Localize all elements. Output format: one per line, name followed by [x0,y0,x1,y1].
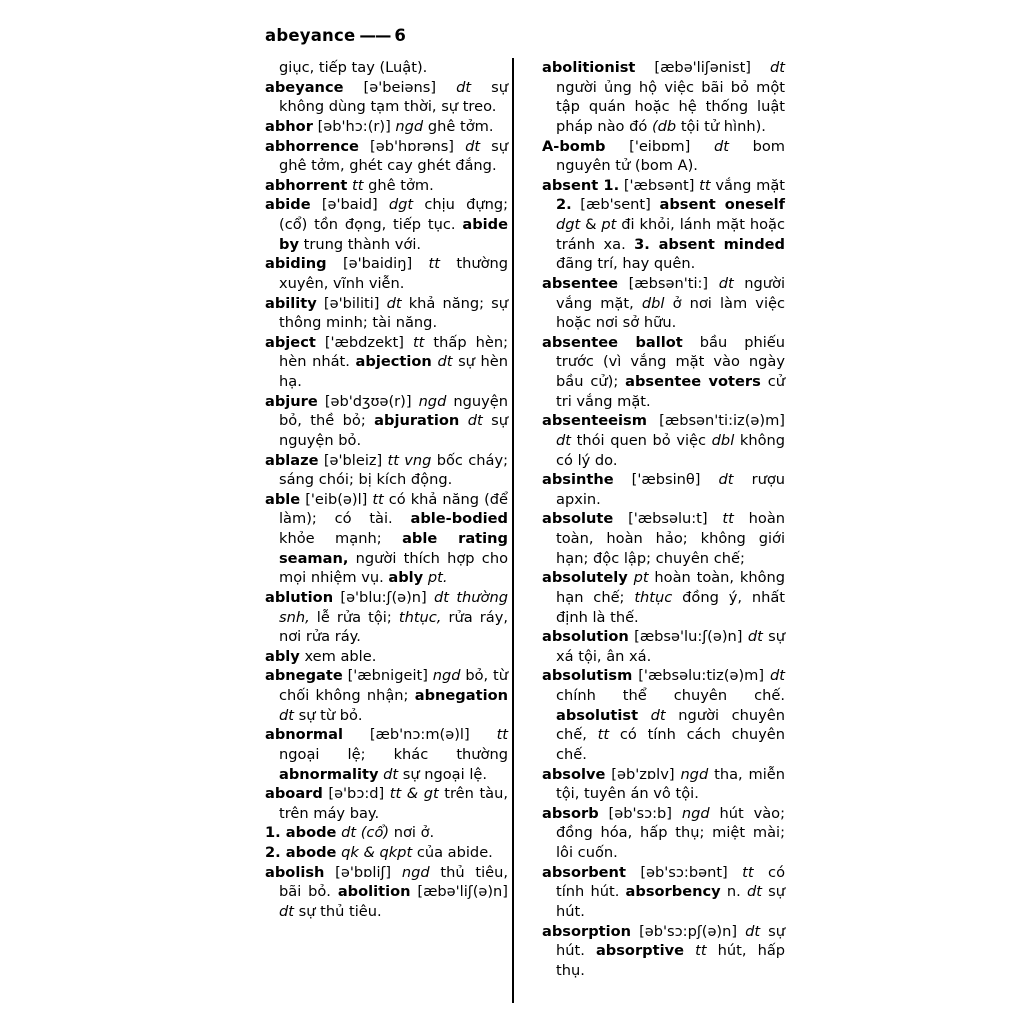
dictionary-entry [265,588,508,647]
entry-definition: có khả năng (để làm); có tài. able-bodied khỏe mạnh; able rating seaman, người thích hợp cho mọi nhiệm vụ. ably pt. [279,490,509,587]
entry-part-of-speech: tt [699,176,711,194]
entry-headword: 1. abode [265,824,337,842]
entry-definition: nguyện bỏ, thề bỏ; abjuration dt sự nguyện bỏ. [279,392,509,449]
entry-pronunciation: [əb'dʒʊə(r)] [324,392,412,410]
page-columns [265,58,795,1003]
dictionary-entry [542,765,785,804]
entry-pronunciation: [əb'sɔ:b] [608,804,672,822]
entry-definition: sự xá tội, ân xá. [556,628,786,665]
dictionary-entry [265,78,508,117]
entry-definition: thói quen bỏ việc dbl không có lý do. [556,431,786,469]
dictionary-entry [265,137,508,176]
entry-headword: abhor [265,117,313,135]
entry-definition: sự hút. absorptive tt hút, hấp thụ. [556,922,786,979]
entry-definition: của abide. [416,844,493,861]
entry-headword: 2. abode [265,844,337,861]
dictionary-entry [265,784,508,823]
dictionary-entry [542,411,785,470]
dictionary-entry [265,392,508,451]
entry-headword: absorption [542,922,632,940]
dictionary-entry [542,176,785,274]
entry-headword: aboard [265,785,323,803]
dictionary-entry [542,137,785,176]
entry-part-of-speech: dt [745,922,761,940]
entry-part-of-speech: dgt [388,196,414,214]
dictionary-entry [265,254,508,293]
entry-part-of-speech: dt [434,588,450,606]
entry-part-of-speech: tt [496,726,509,744]
entry-pronunciation: [æb'nɔ:m(ə)l] [369,726,470,744]
dictionary-entry [542,666,785,764]
entry-headword: absolution [542,628,629,646]
entry-headword: A-bomb [542,137,606,155]
column-left [265,58,520,1003]
entry-part-of-speech: dt [747,628,763,646]
dictionary-entry [265,823,508,843]
entry-pronunciation: [əb'hɒrəns] [370,137,455,155]
dictionary-entry [265,117,508,137]
entry-part-of-speech: ngd [681,804,710,822]
entry-definition: (cổ) nơi ở. [360,824,435,842]
entry-definition: hút vào; đồng hóa, hấp thụ; miệt mài; lôi cuốn. [556,804,786,861]
entry-definition: người ủng hộ việc bãi bỏ một tập quán hoặc hệ thống luật pháp nào đó (db tội tử hình). [556,78,785,135]
entry-part-of-speech: tt [742,863,754,881]
entry-headword: absolute [542,510,614,528]
header-dashes: —— [359,26,391,45]
entry-headword: ablaze [265,451,319,469]
entry-pronunciation: [æbsən'ti:] [628,274,709,292]
entry-headword: absentee [542,274,619,292]
entry-headword: absinthe [542,471,614,489]
entry-part-of-speech: ngd [395,117,424,135]
dictionary-entry [265,666,508,725]
entry-pronunciation: [ə'bɔ:d] [328,785,385,803]
entry-pronunciation: ['eib(ə)l] [305,490,368,508]
dictionary-entry [542,333,785,412]
dictionary-entry [542,627,785,666]
entry-definition: vắng mặt 2. [æb'sent] absent oneself dgt & pt đi khỏi, lánh mặt hoặc tránh xa. 3. absent minded đãng trí, hay quên. [556,176,786,273]
entry-part-of-speech: dt [713,137,729,155]
page-header [265,26,406,45]
entry-definition: tha, miễn tội, tuyên án vô tội. [556,765,786,803]
entry-pronunciation: [əb'sɔ:pʃ(ə)n] [639,922,738,940]
entry-definition: sự ghê tởm, ghét cay ghét đắng. [279,137,508,175]
dictionary-entry [542,863,785,922]
entry-headword: absorb [542,804,599,822]
entry-headword: absorbent [542,863,626,881]
entry-part-of-speech: tt [412,333,425,351]
dictionary-entry [265,725,508,784]
dictionary-entry [265,647,508,667]
entry-part-of-speech: dt [386,294,402,312]
dictionary-entry [265,451,508,490]
entry-definition: bỏ, từ chối không nhận; abnegation dt sự từ bỏ. [279,667,508,724]
entry-headword: abjure [265,392,318,410]
entry-part-of-speech: pt [633,569,649,587]
entry-pronunciation: [ə'beiəns] [363,78,437,96]
entry-part-of-speech: dt [456,78,472,96]
entry-headword: able [265,490,301,508]
entry-definition: có tính hút. absorbency n. dt sự hút. [556,863,786,920]
entry-part-of-speech: tt & gt [389,785,439,803]
dictionary-entry [265,333,508,392]
dictionary-entry [265,176,508,196]
entry-headword: abolitionist [542,59,636,76]
entry-headword: abide [265,196,311,214]
entry-definition: bầu phiếu trước (vì vắng mặt vào ngày bầu cử); absentee voters cử tri vắng mặt. [556,333,785,410]
entry-pronunciation: [æbsə'lu:ʃ(ə)n] [634,628,743,646]
entry-definition: hoàn toàn, không hạn chế; thtục đồng ý, nhất định là thế. [556,569,786,626]
entry-pronunciation: ['eibɒm] [629,137,691,155]
entry-pronunciation: ['æbsinθ] [631,471,701,489]
entry-definition: bom nguyên tử (bom A). [556,137,786,175]
entry-definition: người vắng mặt, dbl ở nơi làm việc hoặc nơi sở hữu. [556,274,786,332]
entry-part-of-speech: dt [341,824,357,842]
entry-headword: absent 1. [542,176,620,194]
entry-pronunciation: [ə'baid] [321,196,378,214]
entry-headword: abiding [265,255,327,273]
entry-part-of-speech: dt [718,471,734,489]
entry-pronunciation: [ə'baidiŋ] [342,255,413,273]
entry-definition: chính thể chuyên chế. absolutist dt người chuyên chế, tt có tính cách chuyên chế. [556,687,785,763]
entry-headword: abnegate [265,667,343,685]
entry-headword: absenteeism [542,412,647,430]
entry-pronunciation: ['æbsəlu:tiz(ə)m] [638,667,765,685]
entry-part-of-speech: tt [372,490,384,508]
entry-definition: trên tàu, trên máy bay. [279,785,509,822]
entry-part-of-speech: dt [465,137,481,155]
entry-definition: thủ tiêu, bãi bỏ. abolition [æbə'liʃ(ə)n] dt sự thủ tiêu. [279,863,509,920]
entry-definition: thường snh, lễ rửa tội; thtục, rửa ráy, nơi rửa ráy. [279,588,508,646]
dictionary-entry [542,470,785,509]
entry-part-of-speech: qk & qkpt [341,844,413,861]
entry-definition: chịu đựng; (cổ) tồn đọng, tiếp tục. abide by trung thành với. [279,196,509,253]
entry-headword: abject [265,333,316,351]
entry-definition: ngoại lệ; khác thường abnormality dt sự ngoại lệ. [279,745,508,783]
entry-headword: ability [265,294,317,312]
entry-pronunciation: ['æbnigeit] [347,667,428,685]
entry-headword: abeyance [265,78,344,96]
dictionary-entry [542,274,785,333]
entry-definition: thường xuyên, vĩnh viễn. [279,255,509,292]
entry-part-of-speech: ngd [432,667,461,685]
entry-headword: abnormal [265,726,343,744]
entry-headword: abhorrence [265,137,359,155]
entry-part-of-speech: ngd [680,765,709,783]
entry-definition: khả năng; sự thông minh; tài năng. [279,294,509,332]
entry-pronunciation: [ə'bleiz] [323,451,383,469]
entry-headword: absentee ballot [542,333,683,351]
entry-part-of-speech: tt vng [387,451,432,469]
entry-part-of-speech: tt [352,176,364,194]
entry-part-of-speech: dt [556,431,571,449]
column-right [520,58,785,1003]
entry-headword: absolve [542,765,606,783]
entry-part-of-speech: ngd [418,392,447,410]
dictionary-entry [542,804,785,863]
entry-part-of-speech: tt [428,255,440,273]
entry-definition: rượu apxin. [556,471,786,508]
entry-headword: abhorrent [265,176,348,194]
entry-pronunciation: ['æbsəlu:t] [628,510,708,528]
entry-part-of-speech: ngd [401,863,430,881]
entry-definition: bốc cháy; sáng chói; bị kích động. [279,451,508,489]
entry-pronunciation: [əb'sɔ:bənt] [640,863,728,881]
entry-definition: ghê tởm. [368,176,434,194]
entry-headword: ablution [265,588,334,606]
entry-definition: giục, tiếp tay (Luật). [279,59,428,76]
entry-headword: absolutism [542,667,633,685]
dictionary-entry [265,294,508,333]
header-word: abeyance [265,26,356,45]
dictionary-entry [265,490,508,588]
entry-pronunciation: [ə'blu:ʃ(ə)n] [340,588,427,606]
entry-pronunciation: ['æbdzekt] [324,333,404,351]
dictionary-entry [265,843,508,863]
entry-pronunciation: [æbsən'ti:iz(ə)m] [659,412,785,430]
dictionary-entry [265,195,508,254]
entry-definition: sự không dùng tạm thời, sự treo. [279,78,509,116]
dictionary-entry [542,509,785,568]
entry-continuation [265,58,508,78]
entry-definition: hoàn toàn, hoàn hảo; không giới hạn; độc lập; chuyên chế; [556,510,786,567]
dictionary-entry [265,863,508,922]
entry-headword: absolutely [542,569,628,587]
entry-headword: ably [265,647,300,665]
entry-headword: abolish [265,863,325,881]
dictionary-entry [542,58,785,137]
dictionary-entry [542,568,785,627]
entry-definition: thấp hèn; hèn nhát. abjection dt sự hèn hạ. [279,333,509,390]
entry-definition: ghê tởm. [427,117,494,135]
entry-pronunciation: [əb'hɔ:(r)] [317,117,391,135]
entry-pronunciation: [əb'zɒlv] [611,765,675,783]
entry-pronunciation: ['æbsənt] [623,176,695,194]
entry-part-of-speech: tt [722,510,734,528]
entry-part-of-speech: dt [770,59,786,76]
entry-pronunciation: [ə'bɒliʃ] [335,863,392,881]
header-page-number: 6 [394,26,407,45]
dictionary-entry [542,922,785,981]
entry-part-of-speech: dt [770,667,786,685]
entry-pronunciation: [ə'biliti] [323,294,380,312]
entry-part-of-speech: dt [718,274,734,292]
entry-pronunciation: [æbə'liʃənist] [654,59,751,76]
entry-definition: xem able. [304,647,377,665]
